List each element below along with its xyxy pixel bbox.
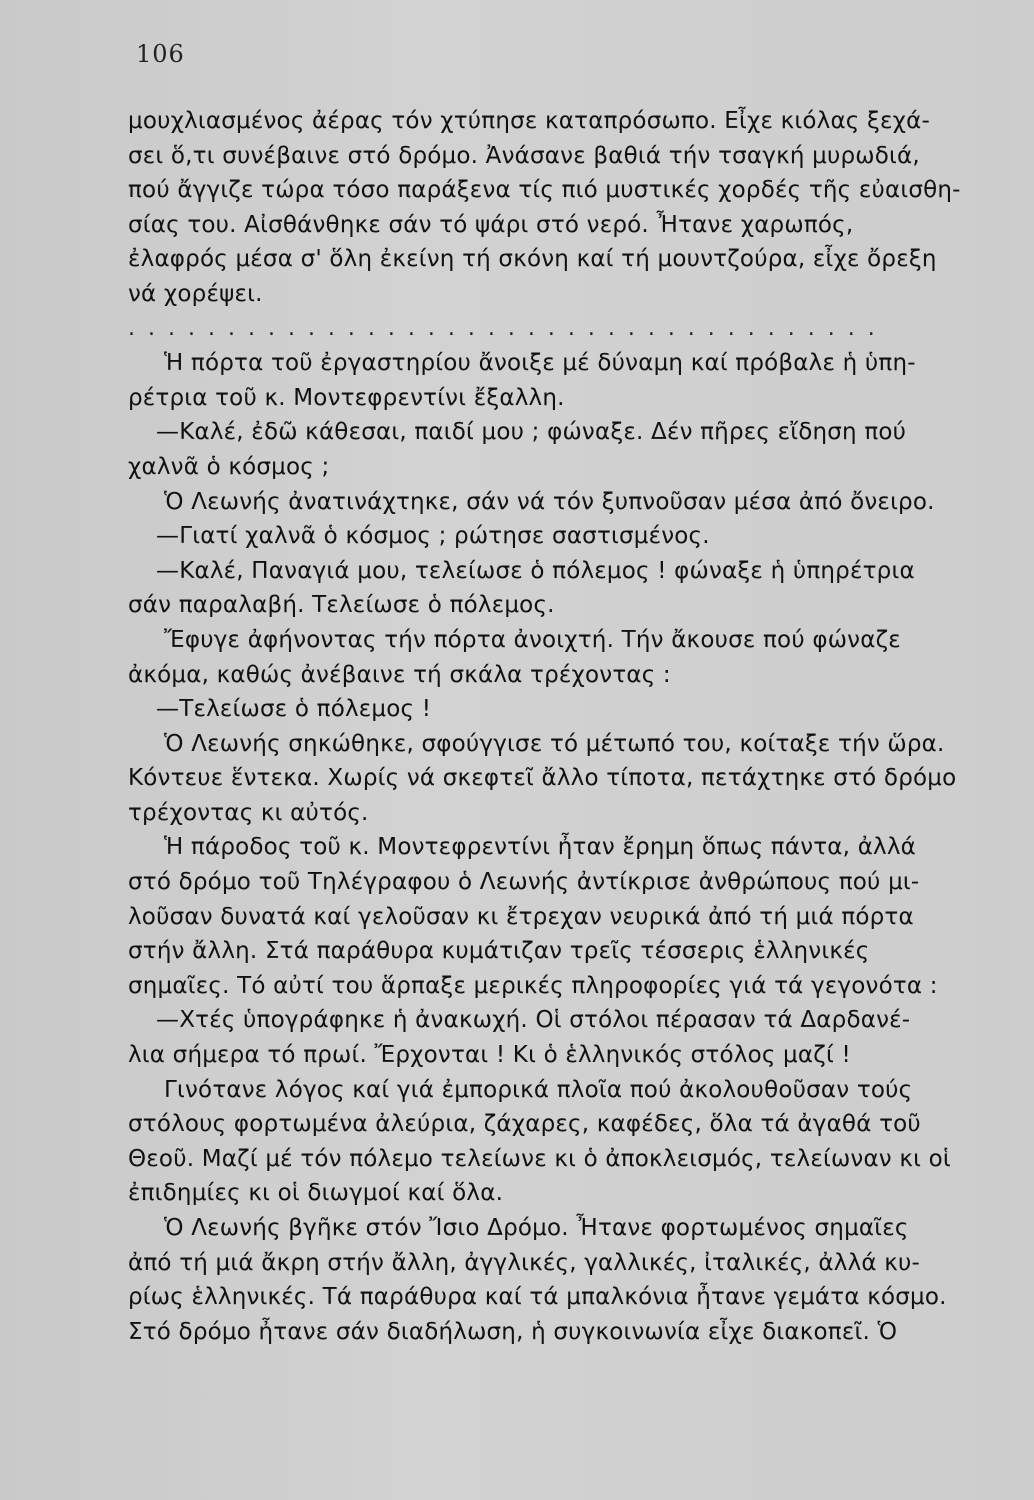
text-line: σει ὅ,τι συνέβαινε στό δρόμο. Ἀνάσανε βαθιά τήν τσαγκή μυρωδιά, xyxy=(128,142,920,169)
text-line: Γινότανε λόγος καί γιά ἐμπορικά πλοῖα πού ἀκολουθοῦσαν τούς xyxy=(164,1076,913,1103)
text-line: ρέτρια τοῦ κ. Μοντεφρεντίνι ἔξαλλη. xyxy=(128,384,565,411)
text-line: σάν παραλαβή. Τελείωσε ὁ πόλεμος. xyxy=(128,592,555,619)
body-text xyxy=(128,104,968,1349)
text-line: Στό δρόμο ἦτανε σάν διαδήλωση, ἡ συγκοινωνία εἶχε διακοπεῖ. Ὁ xyxy=(128,1318,898,1345)
text-line: τρέχοντας κι αὐτός. xyxy=(128,799,369,826)
text-line: ἐλαφρός μέσα σ' ὅλη ἐκείνη τή σκόνη καί τή μουντζούρα, εἶχε ὄρεξη xyxy=(128,246,937,273)
text-line: ἐπιδημίες κι οἱ διωγμοί καί ὅλα. xyxy=(128,1180,504,1207)
page-number: 106 xyxy=(136,40,185,68)
text-line: Ὁ Λεωνής ἀνατινάχτηκε, σάν νά τόν ξυπνοῦσαν μέσα ἀπό ὄνειρο. xyxy=(164,488,935,515)
text-line: πού ἄγγιζε τώρα τόσο παράξενα τίς πιό μυστικές χορδές τῆς εὐαισθη- xyxy=(128,177,961,204)
text-line: Ὁ Λεωνής σηκώθηκε, σφούγγισε τό μέτωπό του, κοίταξε τήν ὥρα. xyxy=(164,730,945,757)
text-line: στήν ἄλλη. Στά παράθυρα κυμάτιζαν τρεῖς τέσσερις ἑλληνικές xyxy=(128,938,870,965)
text-line: λια σήμερα τό πρωί. Ἔρχονται ! Κι ὁ ἑλληνικός στόλος μαζί ! xyxy=(128,1042,851,1069)
text-line: ἀκόμα, καθώς ἀνέβαινε τή σκάλα τρέχοντας : xyxy=(128,661,671,688)
text-line: νά χορέψει. xyxy=(128,280,263,307)
text-line: λοῦσαν δυνατά καί γελοῦσαν κι ἔτρεχαν νευρικά ἀπό τή μιά πόρτα xyxy=(128,903,914,930)
text-line: Ἡ πόρτα τοῦ ἐργαστηρίου ἄνοιξε μέ δύναμη καί πρόβαλε ἡ ὑπη- xyxy=(164,350,916,377)
text-line: Ἡ πάροδος τοῦ κ. Μοντεφρεντίνι ἦταν ἔρημη ὅπως πάντα, ἀλλά xyxy=(164,834,917,861)
text-line: —Καλέ, ἐδῶ κάθεσαι, παιδί μου ; φώναξε. Δέν πῆρες εἴδηση πού xyxy=(156,419,907,446)
text-line: —Καλέ, Παναγιά μου, τελείωσε ὁ πόλεμος ! φώναξε ἡ ὑπηρέτρια xyxy=(156,557,915,584)
text-line: Θεοῦ. Μαζί μέ τόν πόλεμο τελείωνε κι ὁ ἀποκλεισμός, τελείωναν κι οἱ xyxy=(128,1145,951,1172)
text-line: ρίως ἑλληνικές. Τά παράθυρα καί τά μπαλκόνια ἦτανε γεμάτα κόσμο. xyxy=(128,1284,947,1311)
text-line: χαλνᾶ ὁ κόσμος ; xyxy=(128,453,330,480)
text-line: σίας του. Αἰσθάνθηκε σάν τό ψάρι στό νερό. Ἦτανε χαρωπός, xyxy=(128,211,854,238)
text-line: Κόντευε ἕντεκα. Χωρίς νά σκεφτεῖ ἄλλο τίποτα, πετάχτηκε στό δρόμο xyxy=(128,765,957,792)
text-line: στό δρόμο τοῦ Τηλέγραφου ὁ Λεωνής ἀντίκρισε ἀνθρώπους πού μι- xyxy=(128,869,920,896)
text-line: —Χτές ὑπογράφηκε ἡ ἀνακωχή. Οἱ στόλοι πέρασαν τά Δαρδανέ- xyxy=(156,1007,911,1034)
text-line: Ὁ Λεωνής βγῆκε στόν Ἴσιο Δρόμο. Ἦτανε φορτωμένος σημαῖες xyxy=(164,1215,909,1241)
text-line: Ἔφυγε ἀφήνοντας τήν πόρτα ἀνοιχτή. Τήν ἄκουσε πού φώναζε xyxy=(164,626,901,653)
text-line: —Γιατί χαλνᾶ ὁ κόσμος ; ρώτησε σαστισμένος. xyxy=(156,523,710,550)
text-line: στόλους φορτωμένα ἀλεύρια, ζάχαρες, καφέδες, ὅλα τά ἀγαθά τοῦ xyxy=(128,1111,921,1138)
text-line: ἀπό τή μιά ἄκρη στήν ἄλλη, ἀγγλικές, γαλλικές, ἰταλικές, ἀλλά κυ- xyxy=(128,1249,921,1276)
text-line: —Τελείωσε ὁ πόλεμος ! xyxy=(156,696,432,723)
section-break-dots: ...................................... xyxy=(128,315,888,341)
text-line: μουχλιασμένος ἀέρας τόν χτύπησε καταπρόσωπο. Εἶχε κιόλας ξεχά- xyxy=(128,108,931,134)
text-line: σημαῖες. Τό αὐτί του ἅρπαξε μερικές πληροφορίες γιά τά γεγονότα : xyxy=(128,972,938,999)
